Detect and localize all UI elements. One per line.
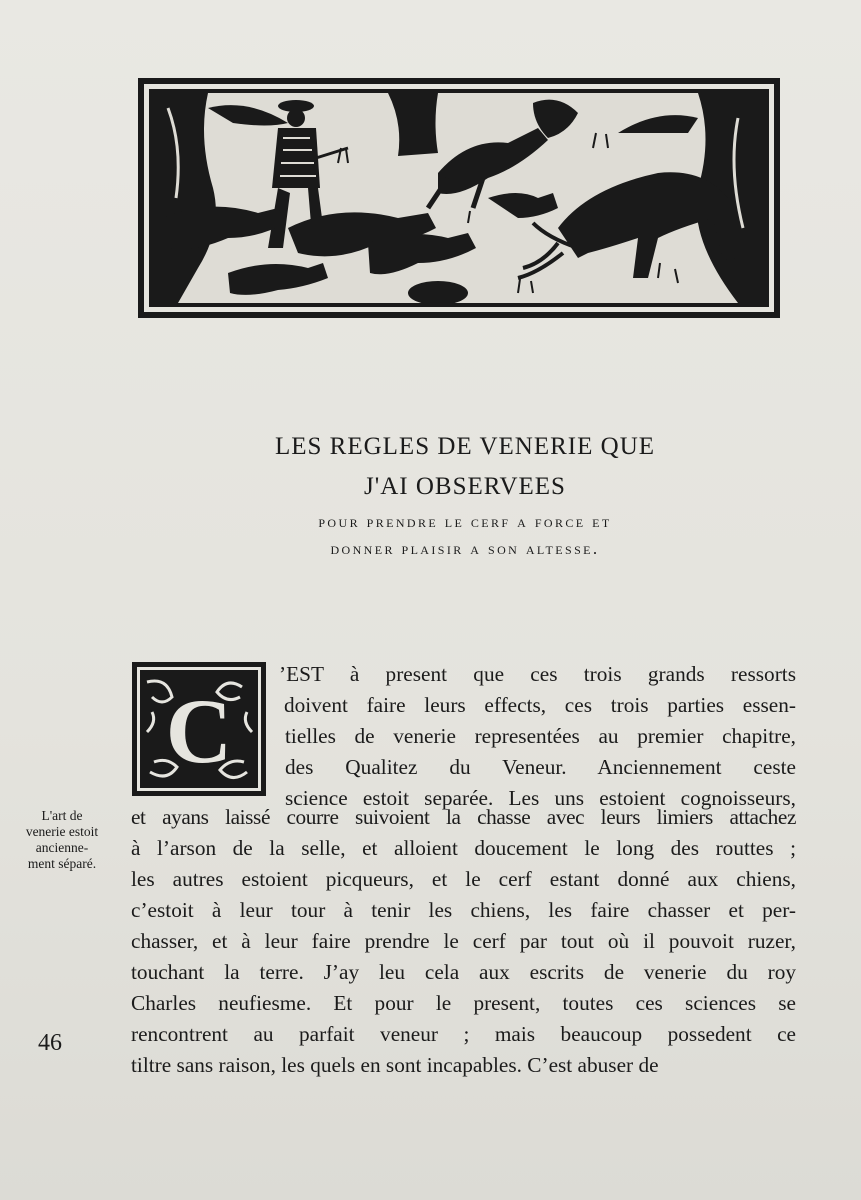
- body-line: des Qualitez du Veneur. Anciennement ceste: [285, 755, 796, 779]
- page-number: 46: [38, 1030, 62, 1056]
- body-line: c’estoit à leur tour à tenir les chiens, les faire chasser et per-: [131, 898, 796, 922]
- chapter-title-line-1: LES REGLES DE VENERIE QUE: [274, 433, 656, 460]
- body-line: Charles neufiesme. Et pour le present, toutes ces sciences se: [131, 991, 796, 1015]
- chapter-title-line-2: J'AI OBSERVEES: [364, 473, 566, 500]
- body-line: chasser, et à leur faire prendre le cerf par tout où il pouvoit ruzer,: [131, 929, 796, 953]
- body-line: doivent faire leurs effects, ces trois parties essen-: [284, 693, 796, 717]
- margin-note: [10, 808, 114, 872]
- body-line: science estoit separée. Les uns estoient cognoisseurs,: [285, 786, 796, 810]
- body-line: et ayans laissé courre suivoient la chasse avec leurs limiers attachez: [131, 805, 796, 829]
- body-line: à l’arson de la selle, et alloient doucement le long des routtes ;: [131, 836, 796, 860]
- body-line: rencontrent au parfait veneur ; mais beaucoup possedent ce: [131, 1022, 796, 1046]
- chapter-subtitle-line-2: donner plaisir a son altesse.: [330, 539, 600, 558]
- dropcap-letter: C: [165, 680, 233, 782]
- body-line: ’EST à present que ces trois grands ressorts: [279, 662, 796, 686]
- margin-note-line: L'art de: [41, 808, 83, 823]
- chapter-subtitle-line-1: pour prendre le cerf a force et: [318, 512, 612, 531]
- body-line: les autres estoient picqueurs, et le cerf estant donné aux chiens,: [131, 867, 796, 891]
- body-line: tiltre sans raison, les quels en sont incapables. C’est abuser de: [131, 1053, 659, 1077]
- ornamental-dropcap: [132, 662, 266, 796]
- margin-note-line: ancienne-: [35, 840, 89, 855]
- body-line: tielles de venerie representées au premier chapitre,: [285, 724, 796, 748]
- woodcut-hunting-illustration: [138, 78, 780, 318]
- body-line: touchant la terre. J’ay leu cela aux escrits de venerie du roy: [131, 960, 796, 984]
- margin-note-line: venerie estoit: [25, 824, 99, 839]
- margin-note-line: ment séparé.: [27, 856, 97, 871]
